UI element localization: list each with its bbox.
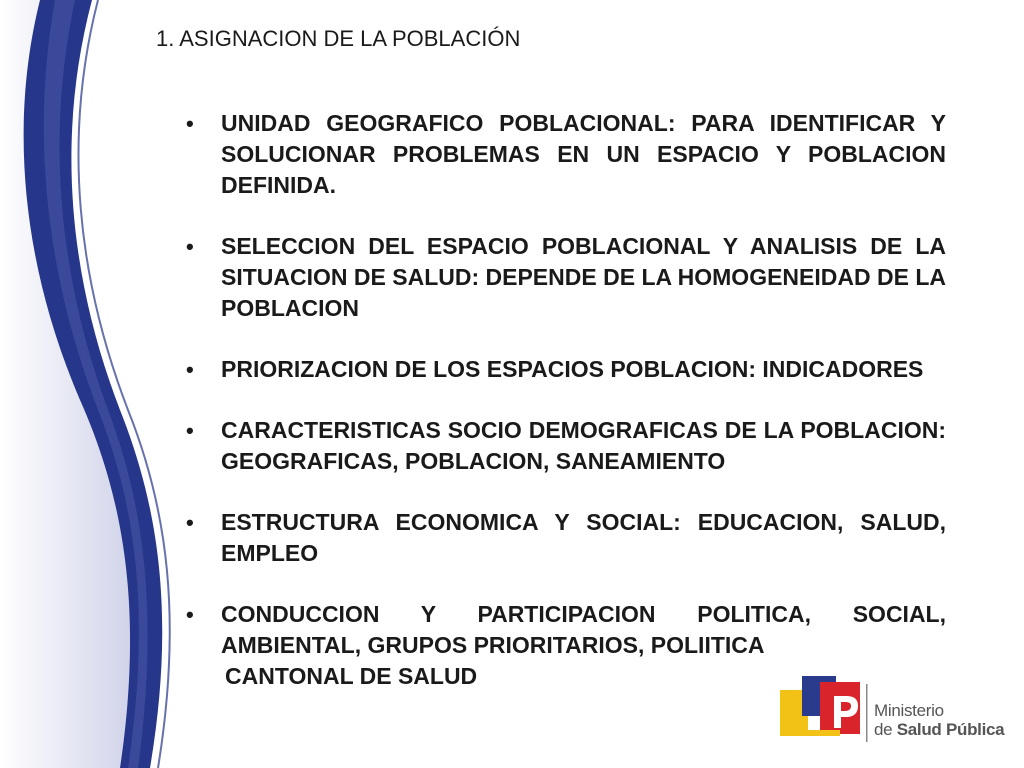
- list-item: [180, 507, 946, 569]
- bullet-text: ESTRUCTURA ECONOMICA Y SOCIAL: EDUCACION, SALUD, EMPLEO: [221, 509, 946, 566]
- list-item: [180, 108, 946, 201]
- bullet-marker: •: [186, 602, 194, 627]
- bullet-marker: •: [186, 418, 194, 443]
- bullet-text: CONDUCCION Y PARTICIPACION POLITICA, SOCIAL, AMBIENTAL, GRUPOS PRIORITARIOS, POLIITICA: [221, 601, 946, 658]
- bullet-text: UNIDAD GEOGRAFICO POBLACIONAL: PARA IDENTIFICAR Y SOLUCIONAR PROBLEMAS EN UN ESPACIO Y POBLACION DEFINIDA.: [221, 110, 946, 198]
- logo-text-bold: Salud Pública: [896, 720, 1005, 739]
- list-item: [180, 354, 946, 385]
- decorative-swoosh: [0, 0, 200, 768]
- logo-text-salud: [874, 720, 1004, 740]
- logo-divider: [866, 684, 868, 742]
- bullet-marker: •: [186, 111, 194, 136]
- bullet-text: SELECCION DEL ESPACIO POBLACIONAL Y ANALISIS DE LA SITUACION DE SALUD: DEPENDE DE LA HOMOGENEIDAD DE LA POBLACION: [221, 233, 946, 321]
- bullet-continuation: CANTONAL DE SALUD: [225, 663, 478, 689]
- list-item: [180, 231, 946, 324]
- bullet-marker: •: [186, 357, 194, 382]
- bullet-text: CARACTERISTICAS SOCIO DEMOGRAFICAS DE LA POBLACION: GEOGRAFICAS, POBLACION, SANEAMIENTO: [221, 417, 946, 474]
- logo-text-ministerio: Ministerio: [874, 701, 944, 720]
- bullet-marker: •: [186, 510, 194, 535]
- list-item: [180, 415, 946, 477]
- page-title: 1. ASIGNACION DE LA POBLACIÓN: [156, 26, 521, 51]
- bullet-text: PRIORIZACION DE LOS ESPACIOS POBLACION: INDICADORES: [221, 356, 924, 382]
- logo-yellow-stripe: [780, 730, 840, 736]
- logo-text-prefix: de: [874, 720, 897, 739]
- bullet-list: [180, 108, 946, 692]
- bullet-marker: •: [186, 234, 194, 259]
